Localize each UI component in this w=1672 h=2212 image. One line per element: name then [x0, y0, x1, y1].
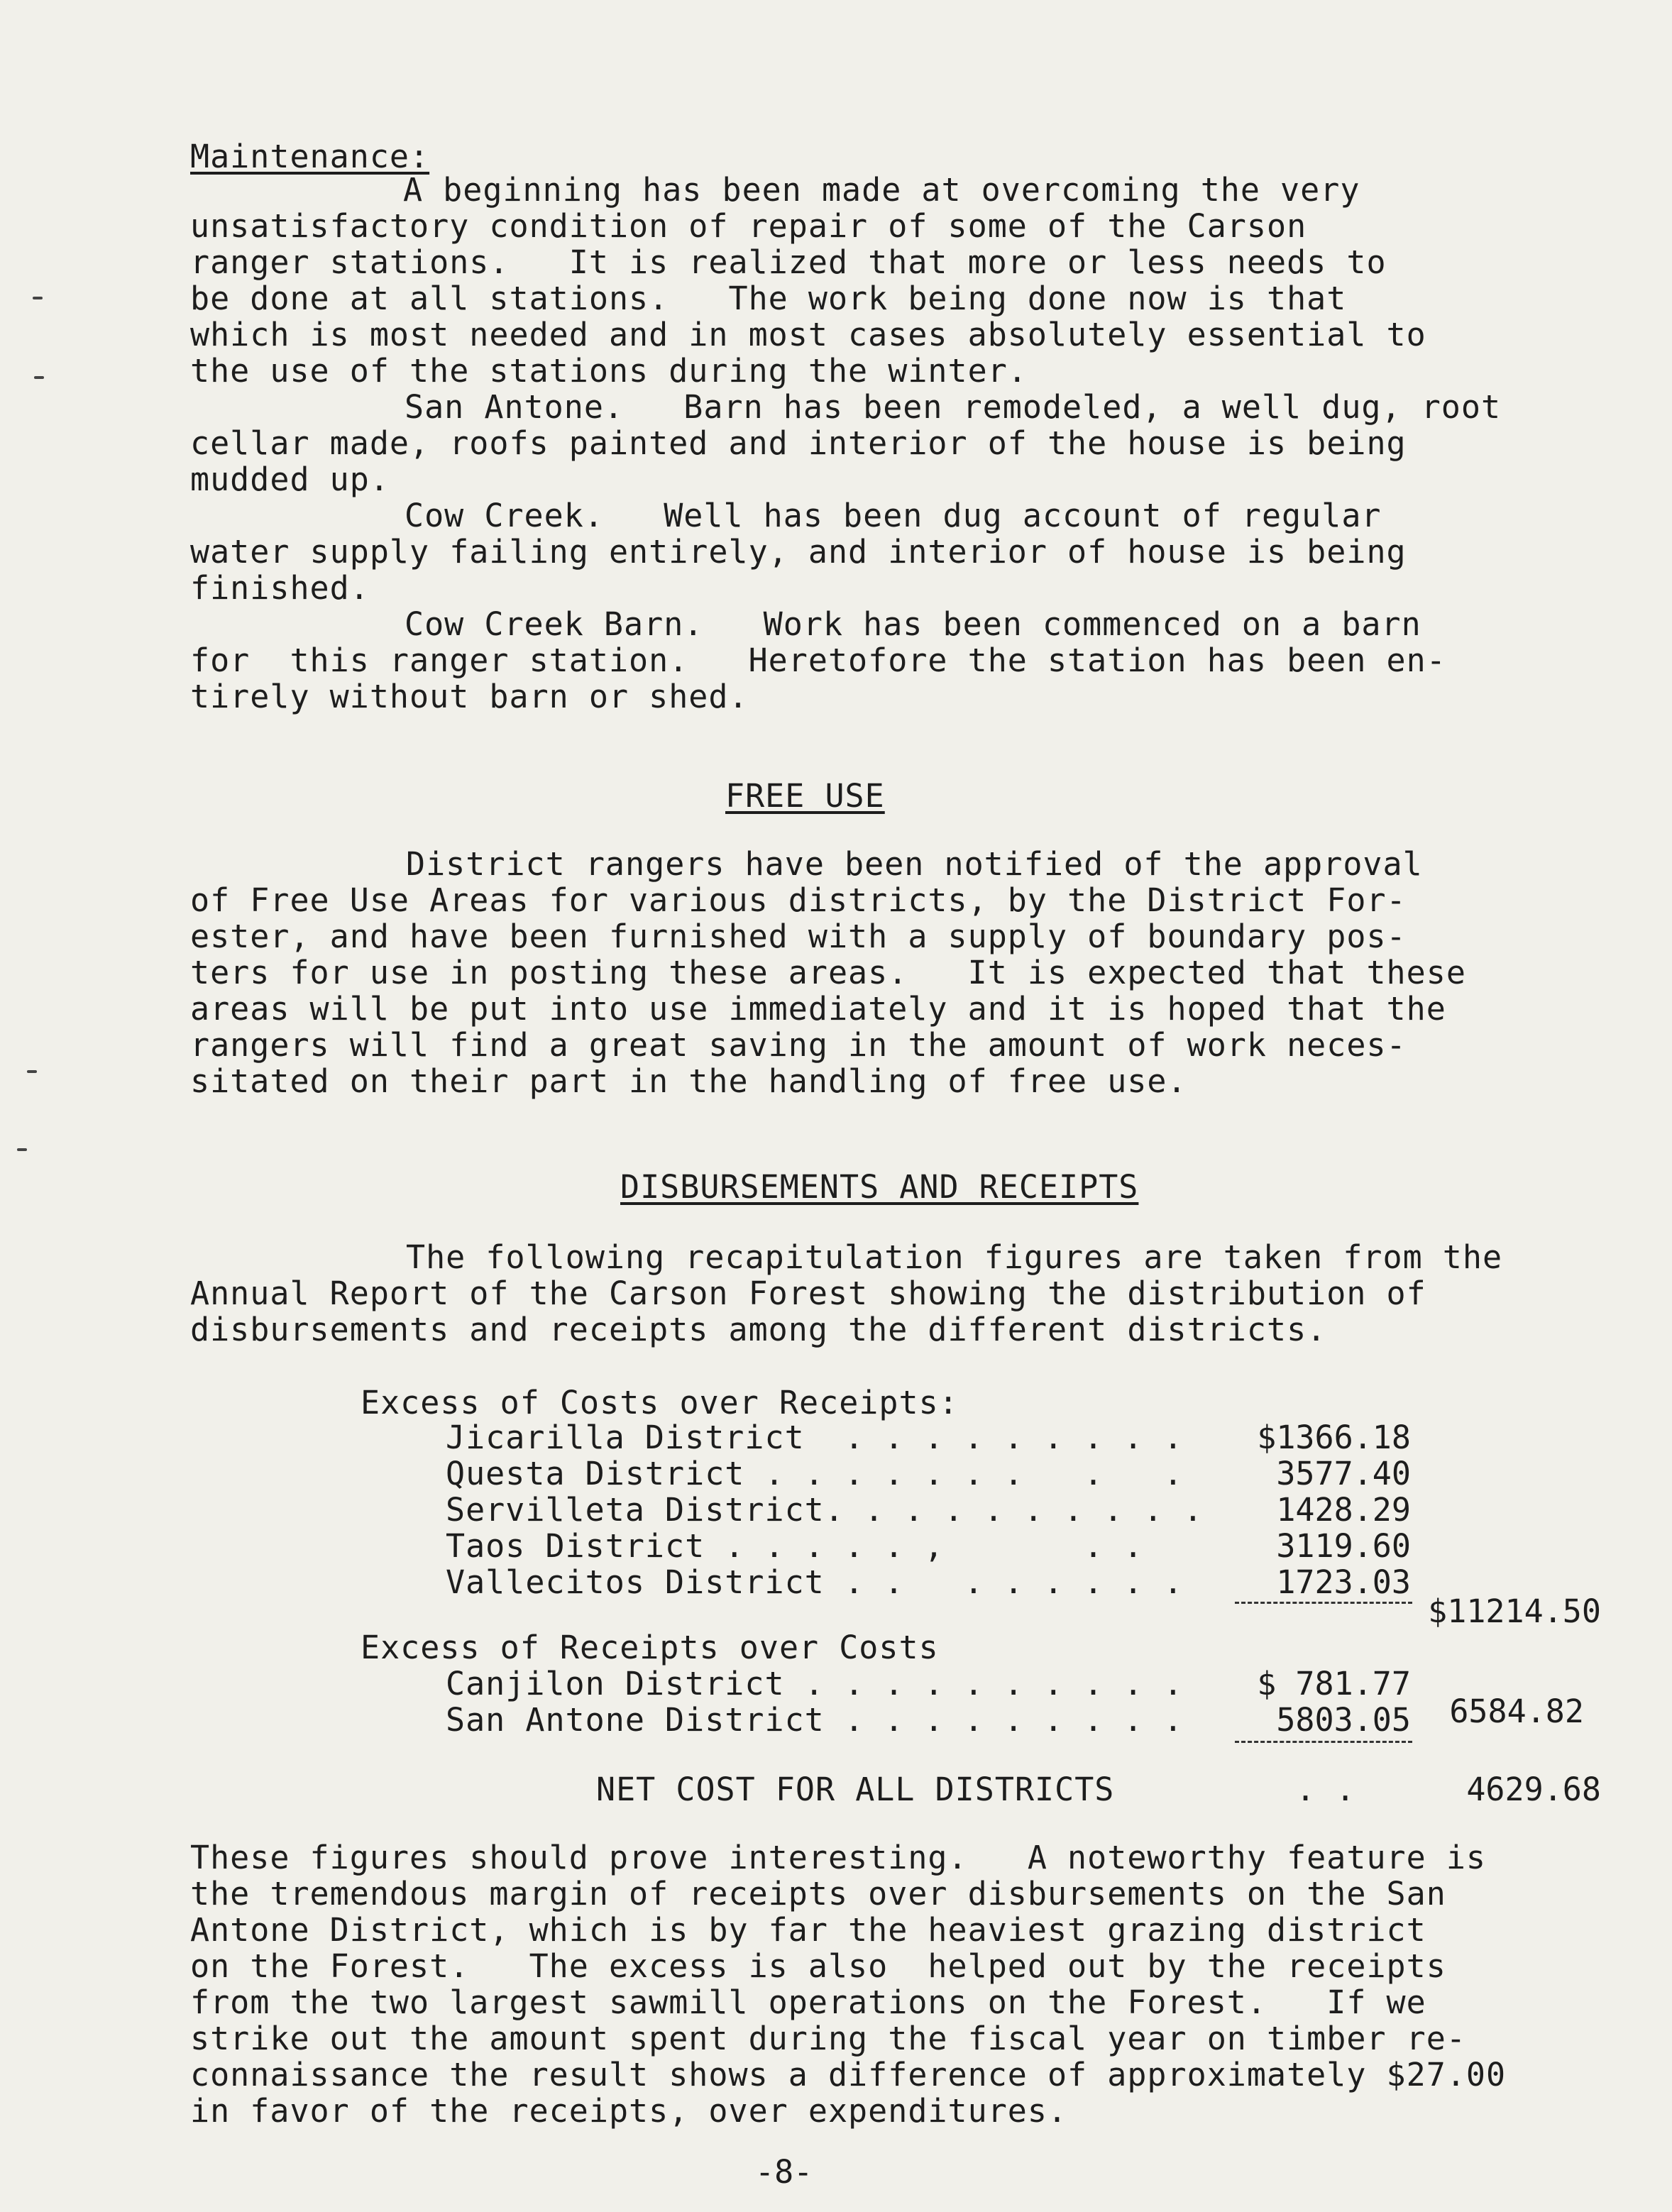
maintenance-line: for this ranger station. Heretofore the station has been en-: [190, 642, 1446, 679]
closing-line: connaissance the result shows a difference of approximately $27.00: [190, 2056, 1507, 2093]
cost-row-amount: 3119.60: [1276, 1527, 1411, 1565]
disbursements-intro-line: The following recapitulation figures are taken from the: [406, 1238, 1503, 1276]
maintenance-line: water supply failing entirely, and interior of house is being: [190, 533, 1407, 571]
cost-row-amount: 3577.40: [1276, 1455, 1411, 1492]
receipt-row-label: San Antone District . . . . . . . . .: [446, 1701, 1184, 1739]
free-use-line: sitated on their part in the handling of free use.: [190, 1062, 1187, 1100]
costs-heading: Excess of Costs over Receipts:: [361, 1384, 959, 1421]
cost-row-label: Servilleta District. . . . . . . . . .: [446, 1491, 1204, 1529]
receipt-row-amount: $ 781.77: [1257, 1665, 1411, 1702]
maintenance-line: mudded up.: [190, 461, 390, 498]
cost-row-label: Taos District . . . . . , . .: [446, 1527, 1144, 1565]
maintenance-line: be done at all stations. The work being done now is that: [190, 280, 1347, 317]
cost-row-amount: $1366.18: [1257, 1419, 1411, 1456]
maintenance-line: A beginning has been made at overcoming the very: [403, 171, 1360, 209]
margin-mark: [33, 297, 43, 299]
margin-mark: [17, 1148, 27, 1151]
sum-rule: [1235, 1602, 1412, 1604]
receipts-total: 6584.82: [1449, 1693, 1584, 1730]
costs-total: $11214.50: [1428, 1592, 1601, 1630]
page-number: -8-: [755, 2153, 813, 2191]
closing-line: from the two largest sawmill operations on the Forest. If we: [190, 1983, 1426, 2021]
cost-row-label: Jicarilla District . . . . . . . . .: [446, 1419, 1184, 1456]
disbursements-heading: DISBURSEMENTS AND RECEIPTS: [620, 1168, 1139, 1206]
cost-row-amount: 1723.03: [1276, 1563, 1411, 1601]
maintenance-line: ranger stations. It is realized that more or less needs to: [190, 243, 1387, 281]
net-cost-dots: . .: [1296, 1771, 1356, 1808]
free-use-line: ester, and have been furnished with a supply of boundary pos-: [190, 918, 1407, 955]
maintenance-line: finished.: [190, 569, 370, 607]
maintenance-line: cellar made, roofs painted and interior of the house is being: [190, 424, 1407, 462]
closing-line: on the Forest. The excess is also helped out by the receipts: [190, 1947, 1446, 1985]
receipts-heading: Excess of Receipts over Costs: [361, 1629, 939, 1666]
maintenance-line: Cow Creek Barn. Work has been commenced on a barn: [405, 605, 1421, 643]
maintenance-line: which is most needed and in most cases absolutely essential to: [190, 316, 1426, 353]
free-use-heading: FREE USE: [725, 777, 885, 815]
maintenance-line: tirely without barn or shed.: [190, 678, 749, 715]
closing-line: the tremendous margin of receipts over disbursements on the San: [190, 1875, 1446, 1913]
closing-line: Antone District, which is by far the heaviest grazing district: [190, 1911, 1426, 1949]
disbursements-intro-line: Annual Report of the Carson Forest showing the distribution of: [190, 1275, 1426, 1312]
closing-line: These figures should prove interesting. A noteworthy feature is: [190, 1839, 1486, 1876]
maintenance-line: San Antone. Barn has been remodeled, a well dug, root: [405, 388, 1502, 426]
free-use-line: areas will be put into use immediately and it is hoped that the: [190, 990, 1446, 1028]
cost-row-label: Questa District . . . . . . . . .: [446, 1455, 1184, 1492]
maintenance-line: the use of the stations during the winter.: [190, 352, 1028, 390]
receipt-row-amount: 5803.05: [1276, 1701, 1411, 1739]
sum-rule: [1235, 1741, 1412, 1743]
cost-row-label: Vallecitos District . . . . . . . .: [446, 1563, 1184, 1601]
net-cost-amount: 4629.68: [1466, 1771, 1601, 1808]
free-use-line: of Free Use Areas for various districts, by the District For-: [190, 881, 1407, 919]
receipt-row-label: Canjilon District . . . . . . . . . .: [446, 1665, 1184, 1702]
net-cost-label: NET COST FOR ALL DISTRICTS: [596, 1771, 1115, 1808]
free-use-line: District rangers have been notified of the approval: [406, 845, 1423, 883]
margin-mark: [34, 376, 44, 379]
disbursements-intro-line: disbursements and receipts among the different districts.: [190, 1311, 1327, 1348]
cost-row-amount: 1428.29: [1276, 1491, 1411, 1529]
maintenance-line: Cow Creek. Well has been dug account of regular: [405, 497, 1382, 534]
closing-line: in favor of the receipts, over expenditures.: [190, 2092, 1068, 2130]
maintenance-heading: Maintenance:: [190, 138, 430, 175]
free-use-line: rangers will find a great saving in the amount of work neces-: [190, 1026, 1407, 1064]
closing-line: strike out the amount spent during the fiscal year on timber re-: [190, 2020, 1466, 2057]
maintenance-line: unsatisfactory condition of repair of some of the Carson: [190, 207, 1307, 245]
free-use-line: ters for use in posting these areas. It is expected that these: [190, 954, 1466, 991]
margin-mark: [27, 1070, 37, 1073]
